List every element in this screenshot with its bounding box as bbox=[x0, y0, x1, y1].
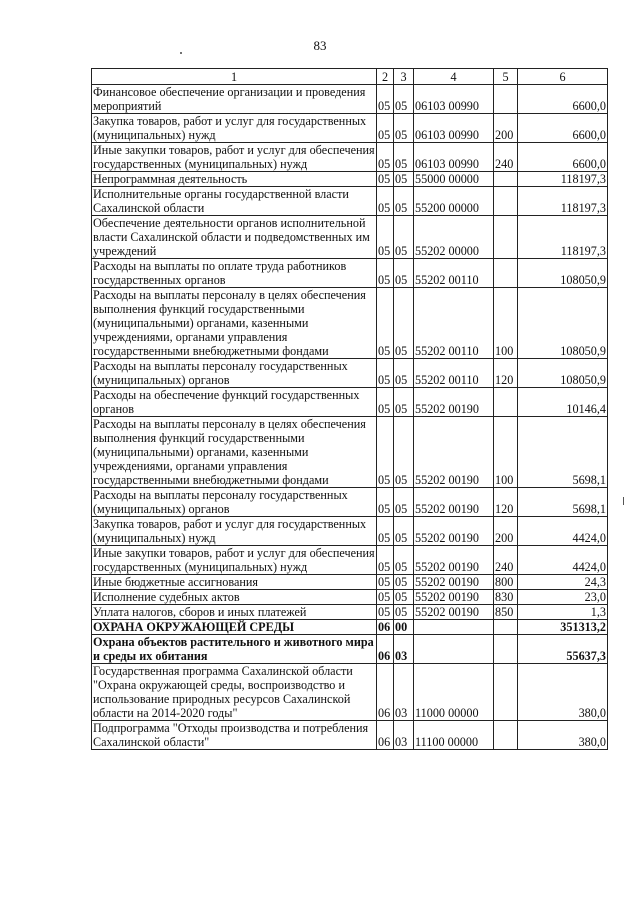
row-amount-cell: 5698,1 bbox=[518, 488, 608, 517]
row-target-code-cell: 55202 00000 bbox=[414, 216, 494, 259]
row-name-cell: Исполнительные органы государственной власти Сахалинской области bbox=[92, 187, 377, 216]
row-target-code-cell: 55202 00190 bbox=[414, 488, 494, 517]
table-row bbox=[92, 546, 608, 575]
row-expense-type-cell: 200 bbox=[494, 517, 518, 546]
table-row bbox=[92, 605, 608, 620]
row-expense-type-cell bbox=[494, 721, 518, 750]
table-row bbox=[92, 620, 608, 635]
row-target-code-cell: 55202 00110 bbox=[414, 359, 494, 388]
row-target-code-cell: 55202 00190 bbox=[414, 517, 494, 546]
row-name-cell: Расходы на выплаты персоналу государственных (муниципальных) органов bbox=[92, 488, 377, 517]
row-name-cell: Закупка товаров, работ и услуг для государственных (муниципальных) нужд bbox=[92, 114, 377, 143]
row-name-cell: Иные бюджетные ассигнования bbox=[92, 575, 377, 590]
row-subsection-cell: 05 bbox=[394, 172, 414, 187]
row-section-cell: 05 bbox=[377, 172, 394, 187]
table-row bbox=[92, 85, 608, 114]
row-subsection-cell: 05 bbox=[394, 288, 414, 359]
table-header-row bbox=[92, 69, 608, 85]
row-name-cell: ОХРАНА ОКРУЖАЮЩЕЙ СРЕДЫ bbox=[92, 620, 377, 635]
table-row bbox=[92, 488, 608, 517]
row-target-code-cell: 55202 00110 bbox=[414, 288, 494, 359]
row-target-code-cell: 55000 00000 bbox=[414, 172, 494, 187]
row-amount-cell: 1,3 bbox=[518, 605, 608, 620]
row-expense-type-cell bbox=[494, 635, 518, 664]
row-amount-cell: 108050,9 bbox=[518, 359, 608, 388]
column-header: 1 bbox=[92, 69, 377, 85]
row-name-cell: Подпрограмма "Отходы производства и потребления Сахалинской области" bbox=[92, 721, 377, 750]
row-section-cell: 05 bbox=[377, 575, 394, 590]
table-row bbox=[92, 635, 608, 664]
table-row bbox=[92, 417, 608, 488]
row-name-cell: Иные закупки товаров, работ и услуг для обеспечения государственных (муниципальных) нужд bbox=[93, 143, 375, 171]
row-target-code-cell: 55202 00190 bbox=[414, 388, 494, 417]
row-subsection-cell: 05 bbox=[394, 85, 414, 114]
row-section-cell: 05 bbox=[377, 417, 394, 488]
row-subsection-cell: 03 bbox=[394, 664, 414, 721]
row-section-cell: 05 bbox=[377, 114, 394, 143]
row-target-code-cell bbox=[414, 620, 494, 635]
table-row bbox=[92, 359, 608, 388]
row-target-code-cell: 55200 00000 bbox=[414, 187, 494, 216]
row-amount-cell: 4424,0 bbox=[518, 546, 608, 575]
row-amount-cell: 24,3 bbox=[518, 575, 608, 590]
row-expense-type-cell bbox=[494, 172, 518, 187]
table-row bbox=[92, 288, 608, 359]
row-target-code-cell: 06103 00990 bbox=[414, 114, 494, 143]
row-expense-type-cell: 120 bbox=[494, 488, 518, 517]
row-subsection-cell: 03 bbox=[394, 721, 414, 750]
row-amount-cell: 351313,2 bbox=[518, 620, 608, 635]
row-expense-type-cell: 800 bbox=[494, 575, 518, 590]
table-row bbox=[92, 143, 608, 172]
row-subsection-cell: 05 bbox=[394, 359, 414, 388]
row-subsection-cell: 03 bbox=[394, 635, 414, 664]
row-subsection-cell: 00 bbox=[394, 620, 414, 635]
row-name-cell: Государственная программа Сахалинской области "Охрана окружающей среды, воспроизводство и использование природных ресурсов Сахалинской области на 2014-2020 годы" bbox=[92, 664, 377, 721]
row-subsection-cell: 05 bbox=[394, 517, 414, 546]
row-section-cell: 05 bbox=[377, 605, 394, 620]
row-amount-cell: 6600,0 bbox=[518, 143, 608, 172]
row-expense-type-cell bbox=[494, 664, 518, 721]
row-name-cell: Исполнение судебных актов bbox=[92, 590, 377, 605]
row-amount-cell: 380,0 bbox=[518, 664, 608, 721]
row-target-code-cell: 06103 00990 bbox=[414, 85, 494, 114]
row-name-cell: Расходы на обеспечение функций государственных органов bbox=[92, 388, 377, 417]
table-row bbox=[92, 664, 608, 721]
row-subsection-cell: 05 bbox=[394, 590, 414, 605]
row-expense-type-cell: 100 bbox=[494, 417, 518, 488]
row-section-cell: 05 bbox=[377, 590, 394, 605]
row-target-code-cell: 55202 00190 bbox=[414, 605, 494, 620]
table-row bbox=[92, 114, 608, 143]
row-expense-type-cell: 830 bbox=[494, 590, 518, 605]
row-amount-cell: 55637,3 bbox=[518, 635, 608, 664]
row-section-cell: 05 bbox=[377, 85, 394, 114]
row-expense-type-cell bbox=[494, 259, 518, 288]
row-name-cell: Расходы на выплаты персоналу в целях обеспечения выполнения функций государственными (муниципальными) органами, казенными учреждениями, органами управления государственными внебюджетными фондами bbox=[92, 288, 377, 359]
row-section-cell: 06 bbox=[377, 721, 394, 750]
row-target-code-cell: 55202 00190 bbox=[414, 590, 494, 605]
row-name-cell: Охрана объектов растительного и животного мира и среды их обитания bbox=[92, 635, 377, 664]
table-row bbox=[92, 575, 608, 590]
row-expense-type-cell bbox=[494, 187, 518, 216]
row-section-cell: 06 bbox=[377, 635, 394, 664]
budget-table bbox=[91, 68, 608, 750]
margin-mark bbox=[623, 497, 624, 505]
row-name-cell: Закупка товаров, работ и услуг для государственных (муниципальных) нужд bbox=[92, 517, 377, 546]
row-subsection-cell: 05 bbox=[394, 388, 414, 417]
row-amount-cell: 108050,9 bbox=[518, 288, 608, 359]
table-row bbox=[92, 721, 608, 750]
row-name-cell: Иные закупки товаров, работ и услуг для обеспечения государственных (муниципальных) нужд bbox=[93, 546, 375, 574]
row-subsection-cell: 05 bbox=[394, 605, 414, 620]
row-target-code-cell: 55202 00190 bbox=[414, 575, 494, 590]
row-name-cell: Обеспечение деятельности органов исполнительной власти Сахалинской области и подведомственных им учреждений bbox=[92, 216, 377, 259]
row-amount-cell: 118197,3 bbox=[518, 172, 608, 187]
row-section-cell: 05 bbox=[377, 216, 394, 259]
row-expense-type-cell bbox=[494, 620, 518, 635]
row-expense-type-cell bbox=[494, 85, 518, 114]
row-amount-cell: 118197,3 bbox=[518, 187, 608, 216]
table-row bbox=[92, 590, 608, 605]
row-section-cell: 05 bbox=[377, 259, 394, 288]
row-target-code-cell: 55202 00190 bbox=[414, 546, 494, 575]
row-name-cell: Финансовое обеспечение организации и проведения мероприятий bbox=[92, 85, 377, 114]
column-header: 6 bbox=[518, 69, 608, 85]
row-target-code-cell: 55202 00190 bbox=[414, 417, 494, 488]
row-expense-type-cell: 200 bbox=[494, 114, 518, 143]
row-amount-cell: 380,0 bbox=[518, 721, 608, 750]
row-amount-cell: 108050,9 bbox=[518, 259, 608, 288]
row-subsection-cell: 05 bbox=[394, 575, 414, 590]
row-amount-cell: 6600,0 bbox=[518, 85, 608, 114]
row-amount-cell: 10146,4 bbox=[518, 388, 608, 417]
table-row bbox=[92, 187, 608, 216]
row-section-cell: 06 bbox=[377, 620, 394, 635]
table-row bbox=[92, 388, 608, 417]
row-expense-type-cell bbox=[494, 216, 518, 259]
row-subsection-cell: 05 bbox=[394, 143, 414, 172]
table-row bbox=[92, 259, 608, 288]
table-row bbox=[92, 517, 608, 546]
row-target-code-cell: 06103 00990 bbox=[414, 143, 494, 172]
row-name-cell: Непрограммная деятельность bbox=[92, 172, 377, 187]
row-section-cell: 05 bbox=[377, 187, 394, 216]
row-expense-type-cell: 850 bbox=[494, 605, 518, 620]
row-target-code-cell: 11000 00000 bbox=[414, 664, 494, 721]
row-amount-cell: 5698,1 bbox=[518, 417, 608, 488]
row-name-cell: Расходы на выплаты по оплате труда работников государственных органов bbox=[92, 259, 377, 288]
row-section-cell: 05 bbox=[377, 546, 394, 575]
row-name-cell: Расходы на выплаты персоналу в целях обеспечения выполнения функций государственными (муниципальными) органами, казенными учреждениями, органами управления государственными внебюджетными фондами bbox=[92, 417, 377, 488]
column-header: 3 bbox=[394, 69, 414, 85]
row-section-cell: 05 bbox=[377, 488, 394, 517]
row-name-cell: Уплата налогов, сборов и иных платежей bbox=[92, 605, 377, 620]
row-name-cell: Расходы на выплаты персоналу государственных (муниципальных) органов bbox=[92, 359, 377, 388]
scan-speck bbox=[180, 52, 182, 54]
row-subsection-cell: 05 bbox=[394, 187, 414, 216]
row-expense-type-cell: 240 bbox=[494, 143, 518, 172]
row-section-cell: 06 bbox=[377, 664, 394, 721]
page-number: 83 bbox=[313, 38, 327, 53]
row-target-code-cell: 11100 00000 bbox=[414, 721, 494, 750]
row-expense-type-cell: 100 bbox=[494, 288, 518, 359]
row-subsection-cell: 05 bbox=[394, 488, 414, 517]
row-expense-type-cell: 120 bbox=[494, 359, 518, 388]
row-section-cell: 05 bbox=[377, 517, 394, 546]
row-subsection-cell: 05 bbox=[394, 216, 414, 259]
table-row bbox=[92, 216, 608, 259]
row-amount-cell: 4424,0 bbox=[518, 517, 608, 546]
row-amount-cell: 23,0 bbox=[518, 590, 608, 605]
row-target-code-cell: 55202 00110 bbox=[414, 259, 494, 288]
row-subsection-cell: 05 bbox=[394, 114, 414, 143]
row-section-cell: 05 bbox=[377, 388, 394, 417]
row-subsection-cell: 05 bbox=[394, 417, 414, 488]
row-subsection-cell: 05 bbox=[394, 546, 414, 575]
row-target-code-cell bbox=[414, 635, 494, 664]
row-subsection-cell: 05 bbox=[394, 259, 414, 288]
row-expense-type-cell: 240 bbox=[494, 546, 518, 575]
row-expense-type-cell bbox=[494, 388, 518, 417]
row-section-cell: 05 bbox=[377, 288, 394, 359]
table-row bbox=[92, 172, 608, 187]
row-amount-cell: 118197,3 bbox=[518, 216, 608, 259]
row-section-cell: 05 bbox=[377, 359, 394, 388]
column-header: 2 bbox=[377, 69, 394, 85]
row-amount-cell: 6600,0 bbox=[518, 114, 608, 143]
column-header: 5 bbox=[494, 69, 518, 85]
row-section-cell: 05 bbox=[377, 143, 394, 172]
column-header: 4 bbox=[414, 69, 494, 85]
